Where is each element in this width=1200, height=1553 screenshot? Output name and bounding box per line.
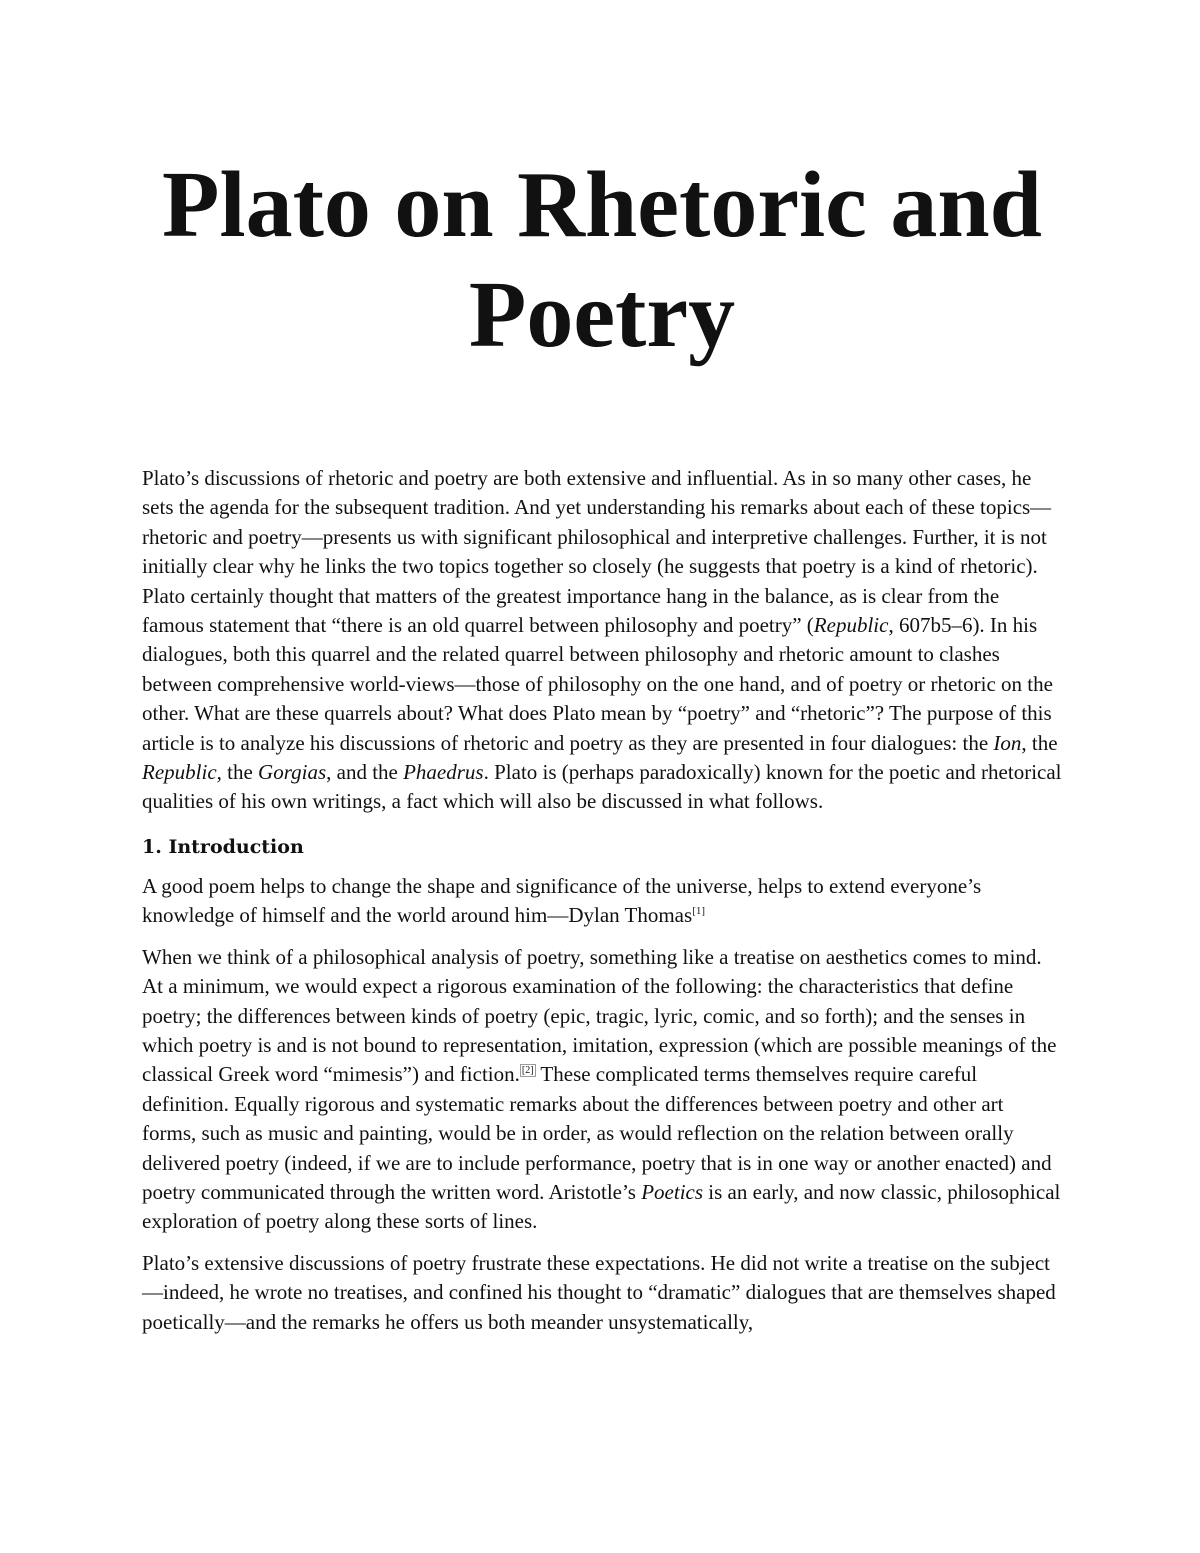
abstract-text: , the — [1021, 730, 1058, 755]
italic-title-republic: Republic — [142, 760, 217, 785]
document-title — [142, 150, 1062, 370]
italic-title-poetics: Poetics — [641, 1179, 704, 1204]
abstract-text: . Plato is (perhaps paradoxically) known for the poetic and rhetorical qualities of his own writings, a fact which will also be discussed in what follows. — [142, 760, 1062, 814]
quote-text: A good poem helps to change the shape and significance of the universe, helps to extend everyone’s knowledge of himself and the world around him—Dylan Thomas — [142, 873, 982, 928]
intro-paragraph-1 — [142, 943, 1062, 1237]
paragraph-text: is an early, and now classic, philosophical exploration of poetry along these sorts of lines. — [142, 1179, 1061, 1234]
abstract-text: , the — [216, 760, 259, 785]
abstract-text: , and the — [326, 760, 404, 785]
italic-title-gorgias: Gorgias — [258, 760, 327, 785]
abstract-text: , 607b5–6). In his dialogues, both this quarrel and the related quarrel between philosophy and rhetoric amount to clashes between comprehensive world-views—those of philosophy on the one hand, and of poetry or rhetoric on the other. What are these quarrels about? What does Plato mean by “poetry” and “rhetoric”? The purpose of this article is to analyze his discussions of rhetoric and poetry as they are presented in four dialogues: the — [142, 613, 1053, 755]
abstract-text: Plato’s discussions of rhetoric and poetry are both extensive and influential. As in so many other cases, he sets the agenda for the subsequent tradition. And yet understanding his remarks about each of these topics—rhetoric and poetry—presents us with significant philosophical and interpretive challenges. Further, it is not initially clear why he links the two topics together so closely (he suggests that poetry is a kind of rhetoric). Plato certainly thought that matters of the greatest importance hang in the balance, as is clear from the famous statement that “there is an old quarrel between philosophy and poetry” ( — [142, 466, 1052, 638]
paragraph-text: These complicated terms themselves require careful definition. Equally rigorous and systematic remarks about the differences between poetry and other art forms, such as music and painting, would be in order, as would reflection on the relation between orally delivered poetry (indeed, if we are to include performance, poetry that is in one way or another enacted) and poetry communicated through the written word. Aristotle’s — [142, 1062, 1052, 1204]
title-line-2: Poetry — [468, 263, 736, 367]
italic-title-ion: Ion — [993, 730, 1022, 755]
footnote-link-1[interactable]: [1] — [692, 905, 706, 918]
abstract-paragraph — [142, 464, 1062, 817]
intro-paragraph-2: Plato’s extensive discussions of poetry frustrate these expectations. He did not write a treatise on the subject—indeed, he wrote no treatises, and confined his thought to “dramatic” dialogues that are themselves shaped poetically—and the remarks he offers us both meander unsystematically, — [142, 1250, 1056, 1334]
epigraph-quote — [142, 872, 1062, 931]
section-heading-introduction: 1. Introduction — [142, 835, 304, 858]
paragraph-text: When we think of a philosophical analysis of poetry, something like a treatise on aesthetics comes to mind. At a minimum, we would expect a rigorous examination of the following: the characteristics that define poetry; the differences between kinds of poetry (epic, tragic, lyric, comic, and so forth); and the senses in which poetry is and is not bound to representation, imitation, expression (which are possible meanings of the classical Greek word “mimesis”) and fiction. — [142, 944, 1057, 1087]
italic-title-republic: Republic — [813, 613, 889, 638]
title-line-1: Plato on Rhetoric and — [162, 153, 1042, 257]
italic-title-phaedrus: Phaedrus — [403, 760, 484, 785]
footnote-link-2[interactable]: [2] — [521, 1065, 534, 1077]
document-page — [142, 0, 1062, 1337]
